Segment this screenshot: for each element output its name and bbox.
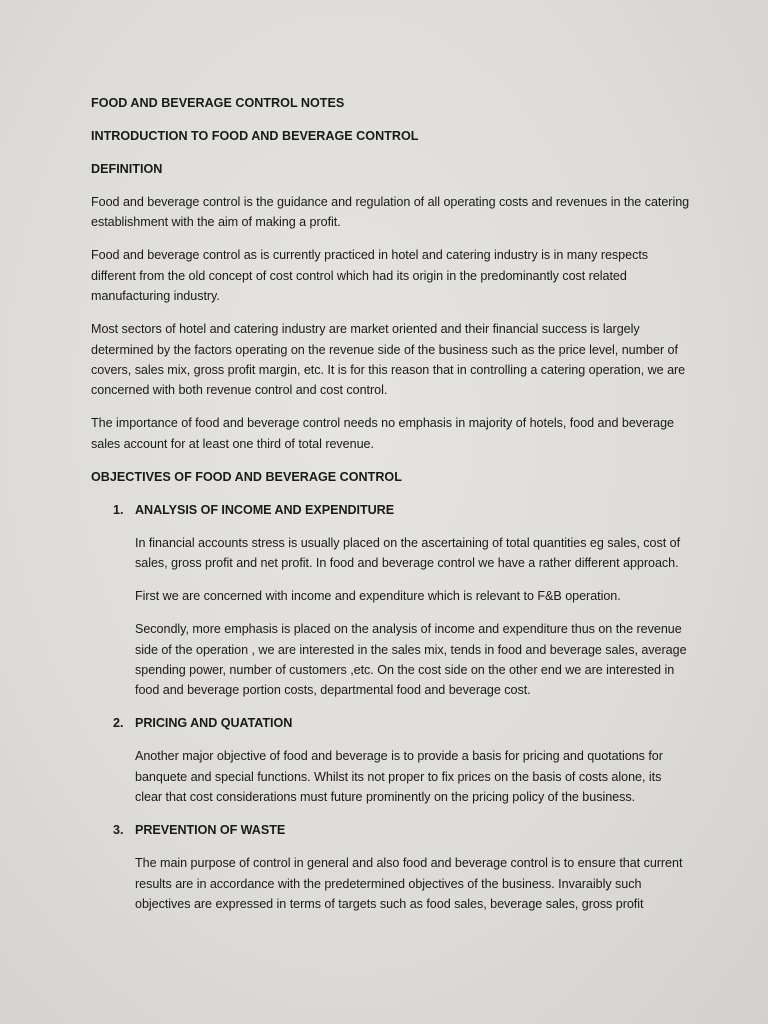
objective-heading [91,713,691,733]
paragraph: The main purpose of control in general and also food and beverage control is to ensure that current results are in accordance with the predetermined objectives of the business. Invaraibly such objectives are expressed in terms of targets such as food sales, beverage sales, gross profit [135,856,683,912]
paragraph: Food and beverage control is the guidance and regulation of all operating costs and revenues in the catering establishment with the aim of making a profit. [91,195,690,230]
objectives-heading: OBJECTIVES OF FOOD AND BEVERAGE CONTROL [91,469,402,484]
objective-number: 1. [113,502,124,517]
objective-body [91,853,691,914]
document-content [91,93,691,927]
objective-number: 3. [113,823,124,838]
paragraph: The importance of food and beverage control needs no emphasis in majority of hotels, food and beverage sales account for at least one third of total revenue. [91,416,674,451]
objective-body [91,533,691,701]
paragraph: First we are concerned with income and expenditure which is relevant to F&B operation. [135,589,621,604]
objective-heading [91,500,691,520]
paragraph: Another major objective of food and beverage is to provide a basis for pricing and quotations for banquete and special functions. Whilst its not proper to fix prices on the basis of costs alone, its clear that cost considerations must future prominently on the pricing policy of the business. [135,749,663,805]
intro-heading: INTRODUCTION TO FOOD AND BEVERAGE CONTROL [91,129,419,143]
paragraph: Most sectors of hotel and catering industry are market oriented and their financial success is largely determined by the factors operating on the revenue side of the business such as the price level, number of covers, sales mix, gross profit margin, etc. It is for this reason that in controlling a catering operation, we are concerned with both revenue control and cost control. [91,322,686,398]
objective-title: PRICING AND QUATATION [135,716,293,731]
objective-body [91,746,691,807]
paragraph: Secondly, more emphasis is placed on the analysis of income and expenditure thus on the revenue side of the operation , we are interested in the sales mix, tends in food and beverage sales, average spending power, number of customers ,etc. On the cost side on the other end we are interested in food and beverage portion costs, departmental food and beverage cost. [135,622,687,698]
objective-title: ANALYSIS OF INCOME AND EXPENDITURE [135,502,395,517]
definition-heading: DEFINITION [91,162,163,176]
paragraph: Food and beverage control as is currently practiced in hotel and catering industry is in many respects different from the old concept of cost control which had its origin in the predominantly cost related manufacturing industry. [91,248,649,304]
objective-number: 2. [113,716,124,731]
paragraph: In financial accounts stress is usually placed on the ascertaining of total quantities eg sales, cost of sales, gross profit and net profit. In food and beverage control we have a rather different approach. [135,535,681,571]
objective-title: PREVENTION OF WASTE [135,823,286,838]
objective-heading [91,820,691,840]
document-title: FOOD AND BEVERAGE CONTROL NOTES [91,96,345,110]
